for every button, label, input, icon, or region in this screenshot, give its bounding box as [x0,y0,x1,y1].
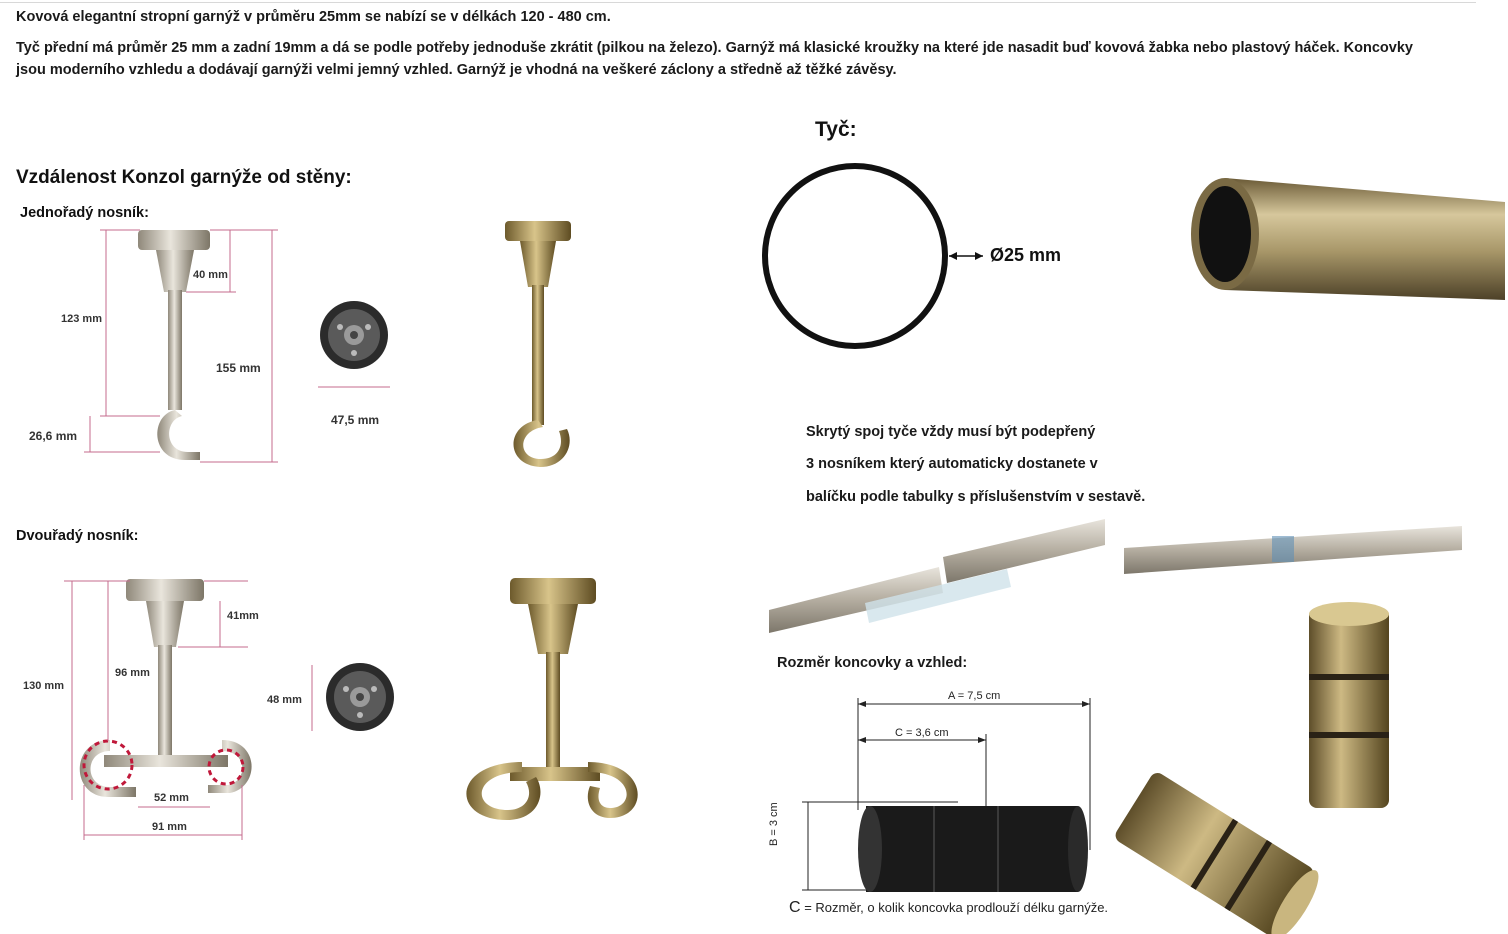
single-dim-a: 40 mm [193,269,228,281]
endcap-dim-c: C = 3,6 cm [895,727,949,739]
single-plate-dim: 47,5 mm [331,413,380,427]
intro-line-3: jsou moderního vzhledu a dodávají garnýži velmi jemný vzhled. Garnýž je vhodná na veškeré záclony a středně až těžké závěsy. [16,62,897,78]
double-dim-c: 130 mm [23,680,64,692]
endcap-title: Rozměr koncovky a vzhled: [777,655,968,671]
rod-cross-section [755,157,1015,357]
single-bracket-label: Jednořadý nosník: [20,205,149,221]
bracket-distance-heading: Vzdálenost Konzol garnýže od stěny: [16,167,352,188]
endcap-dim-a: A = 7,5 cm [948,690,1001,702]
endcap-caption-text: = Rozměr, o kolik koncovka prodlouží délku garnýže. [804,900,1109,915]
intro-line-1: Kovová elegantní stropní garnýž v průměru 25mm se nabízí se v délkách 120 - 480 cm. [16,9,611,25]
rod-joint-closed-photo [1122,522,1467,592]
intro-line-2: Tyč přední má průměr 25 mm a zadní 19mm a dá se podle potřeby jednoduše zkrátit (pilkou na železo). Garnýž má klasické kroužky na které jde nasadit buď kovová žabka nebo plastový háček. Koncovky [16,40,1413,56]
double-bracket-label: Dvouřadý nosník: [16,528,139,544]
double-dim-b: 96 mm [115,667,150,679]
joint-note-line-1: Skrytý spoj tyče vždy musí být podepřený [806,424,1096,440]
double-dim-e: 91 mm [152,821,187,833]
single-bracket-brass-photo [495,215,585,475]
endcap-dimension-diagram [778,690,1118,920]
double-dim-a: 41mm [227,610,259,622]
joint-note-line-2: 3 nosníkem který automaticky dostanete v [806,456,1098,472]
rod-title: Tyč: [815,118,857,141]
endcap-caption [789,899,1108,917]
brass-endcaps-photo [1145,600,1405,920]
rod-joint-open-photo [765,515,1110,635]
double-plate-dim: 48 mm [267,694,302,706]
single-dim-d: 26,6 mm [29,429,78,443]
double-dim-d: 52 mm [154,792,189,804]
double-base-plate [290,655,400,745]
rod-diameter: Ø25 mm [990,245,1062,265]
single-base-plate [310,295,400,405]
endcap-dim-b: B = 3 cm [768,802,780,846]
joint-note-line-3: balíčku podle tabulky s příslušenstvím v sestavě. [806,489,1146,505]
single-dim-b: 123 mm [61,313,102,325]
top-divider [0,2,1476,3]
brass-rod-photo [1185,172,1505,302]
double-bracket-brass-photo [450,572,650,822]
single-dim-c: 155 mm [216,361,261,375]
endcap-caption-letter: C [789,899,801,916]
